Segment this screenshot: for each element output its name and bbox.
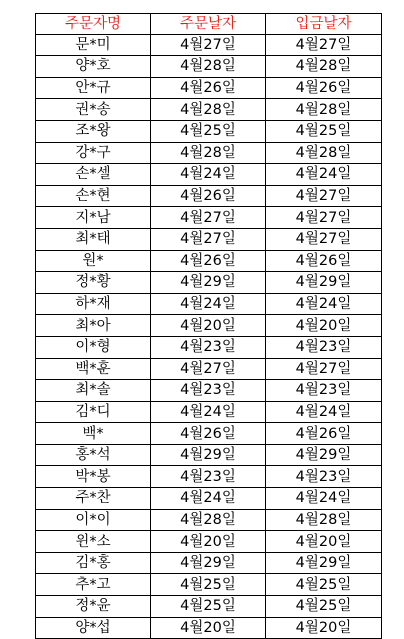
order-date-cell: 4월27일: [151, 358, 266, 380]
deposit-date-cell: 4월27일: [266, 185, 382, 207]
deposit-date-cell: 4월28일: [266, 99, 382, 121]
orderer-name-cell: 김*디: [36, 401, 151, 423]
deposit-date-cell: 4월26일: [266, 250, 382, 272]
order-date-cell: 4월27일: [151, 207, 266, 229]
deposit-date-cell: 4월23일: [266, 380, 382, 402]
orderer-name-cell: 양*섭: [36, 617, 151, 639]
deposit-date-cell: 4월26일: [266, 423, 382, 445]
deposit-date-cell: 4월24일: [266, 401, 382, 423]
deposit-date-cell: 4월24일: [266, 293, 382, 315]
deposit-date-cell: 4월25일: [266, 120, 382, 142]
deposit-date-cell: 4월28일: [266, 56, 382, 78]
table-row: [36, 164, 382, 186]
order-table: [35, 13, 382, 639]
table-row: [36, 56, 382, 78]
table-row: [36, 315, 382, 337]
deposit-date-cell: 4월27일: [266, 358, 382, 380]
orderer-name-cell: 추*고: [36, 574, 151, 596]
order-date-cell: 4월23일: [151, 380, 266, 402]
deposit-date-cell: 4월25일: [266, 574, 382, 596]
deposit-date-cell: 4월23일: [266, 466, 382, 488]
order-date-cell: 4월24일: [151, 488, 266, 510]
orderer-name-cell: 조*왕: [36, 120, 151, 142]
table-row: [36, 444, 382, 466]
table-row: [36, 380, 382, 402]
deposit-date-cell: 4월25일: [266, 596, 382, 618]
orderer-name-cell: 손*현: [36, 185, 151, 207]
orderer-name-cell: 홍*석: [36, 444, 151, 466]
deposit-date-cell: 4월29일: [266, 552, 382, 574]
table-row: [36, 99, 382, 121]
deposit-date-cell: 4월29일: [266, 272, 382, 294]
table-row: [36, 358, 382, 380]
table-row: [36, 293, 382, 315]
orderer-name-cell: 백*: [36, 423, 151, 445]
orderer-name-cell: 최*아: [36, 315, 151, 337]
orderer-name-cell: 최*태: [36, 228, 151, 250]
table-row: [36, 77, 382, 99]
orderer-name-cell: 주*찬: [36, 488, 151, 510]
table-row: [36, 466, 382, 488]
order-date-cell: 4월24일: [151, 164, 266, 186]
deposit-date-cell: 4월28일: [266, 142, 382, 164]
table-row: [36, 552, 382, 574]
order-date-cell: 4월25일: [151, 596, 266, 618]
table-row: [36, 531, 382, 553]
table-row: [36, 596, 382, 618]
order-date-cell: 4월20일: [151, 531, 266, 553]
deposit-date-cell: 4월24일: [266, 164, 382, 186]
orderer-name-cell: 문*미: [36, 34, 151, 56]
deposit-date-cell: 4월20일: [266, 531, 382, 553]
table-row: [36, 207, 382, 229]
deposit-date-cell: 4월20일: [266, 315, 382, 337]
order-date-cell: 4월26일: [151, 77, 266, 99]
order-date-cell: 4월28일: [151, 99, 266, 121]
deposit-date-cell: 4월20일: [266, 617, 382, 639]
table-row: [36, 228, 382, 250]
orderer-name-cell: 하*재: [36, 293, 151, 315]
order-date-cell: 4월28일: [151, 142, 266, 164]
orderer-name-cell: 백*훈: [36, 358, 151, 380]
order-date-cell: 4월29일: [151, 272, 266, 294]
orderer-name-cell: 안*규: [36, 77, 151, 99]
deposit-date-cell: 4월27일: [266, 207, 382, 229]
deposit-date-cell: 4월29일: [266, 444, 382, 466]
order-date-cell: 4월29일: [151, 552, 266, 574]
table-row: [36, 185, 382, 207]
order-date-cell: 4월23일: [151, 466, 266, 488]
order-date-cell: 4월20일: [151, 617, 266, 639]
table-row: [36, 401, 382, 423]
order-date-cell: 4월24일: [151, 401, 266, 423]
order-date-cell: 4월24일: [151, 293, 266, 315]
table-row: [36, 509, 382, 531]
orderer-name-cell: 윈*소: [36, 531, 151, 553]
orderer-name-cell: 정*황: [36, 272, 151, 294]
table-row: [36, 336, 382, 358]
order-date-cell: 4월27일: [151, 34, 266, 56]
order-date-cell: 4월26일: [151, 423, 266, 445]
orderer-name-cell: 손*셀: [36, 164, 151, 186]
orderer-name-cell: 최*솔: [36, 380, 151, 402]
table-row: [36, 34, 382, 56]
table-row: [36, 142, 382, 164]
header-deposit-date: 입금날자: [266, 14, 382, 35]
order-date-cell: 4월25일: [151, 574, 266, 596]
order-date-cell: 4월20일: [151, 315, 266, 337]
table-row: [36, 272, 382, 294]
orderer-name-cell: 지*남: [36, 207, 151, 229]
orderer-name-cell: 김*홍: [36, 552, 151, 574]
orderer-name-cell: 이*형: [36, 336, 151, 358]
orderer-name-cell: 강*구: [36, 142, 151, 164]
table-row: [36, 423, 382, 445]
orderer-name-cell: 박*봉: [36, 466, 151, 488]
order-date-cell: 4월27일: [151, 228, 266, 250]
deposit-date-cell: 4월28일: [266, 509, 382, 531]
table-row: [36, 120, 382, 142]
order-date-cell: 4월23일: [151, 336, 266, 358]
orderer-name-cell: 권*송: [36, 99, 151, 121]
order-date-cell: 4월25일: [151, 120, 266, 142]
table-row: [36, 488, 382, 510]
table-row: [36, 617, 382, 639]
order-date-cell: 4월29일: [151, 444, 266, 466]
order-date-cell: 4월28일: [151, 56, 266, 78]
order-date-cell: 4월26일: [151, 250, 266, 272]
order-date-cell: 4월28일: [151, 509, 266, 531]
table-body: [36, 34, 382, 639]
table-row: [36, 250, 382, 272]
deposit-date-cell: 4월23일: [266, 336, 382, 358]
deposit-date-cell: 4월27일: [266, 228, 382, 250]
order-date-cell: 4월26일: [151, 185, 266, 207]
deposit-date-cell: 4월24일: [266, 488, 382, 510]
deposit-date-cell: 4월26일: [266, 77, 382, 99]
header-order-date: 주문날자: [151, 14, 266, 35]
header-orderer-name: 주문자명: [36, 14, 151, 35]
orderer-name-cell: 정*윤: [36, 596, 151, 618]
orderer-name-cell: 이*이: [36, 509, 151, 531]
header-row: [36, 14, 382, 35]
orderer-name-cell: 양*호: [36, 56, 151, 78]
table-row: [36, 574, 382, 596]
orderer-name-cell: 원*: [36, 250, 151, 272]
deposit-date-cell: 4월27일: [266, 34, 382, 56]
